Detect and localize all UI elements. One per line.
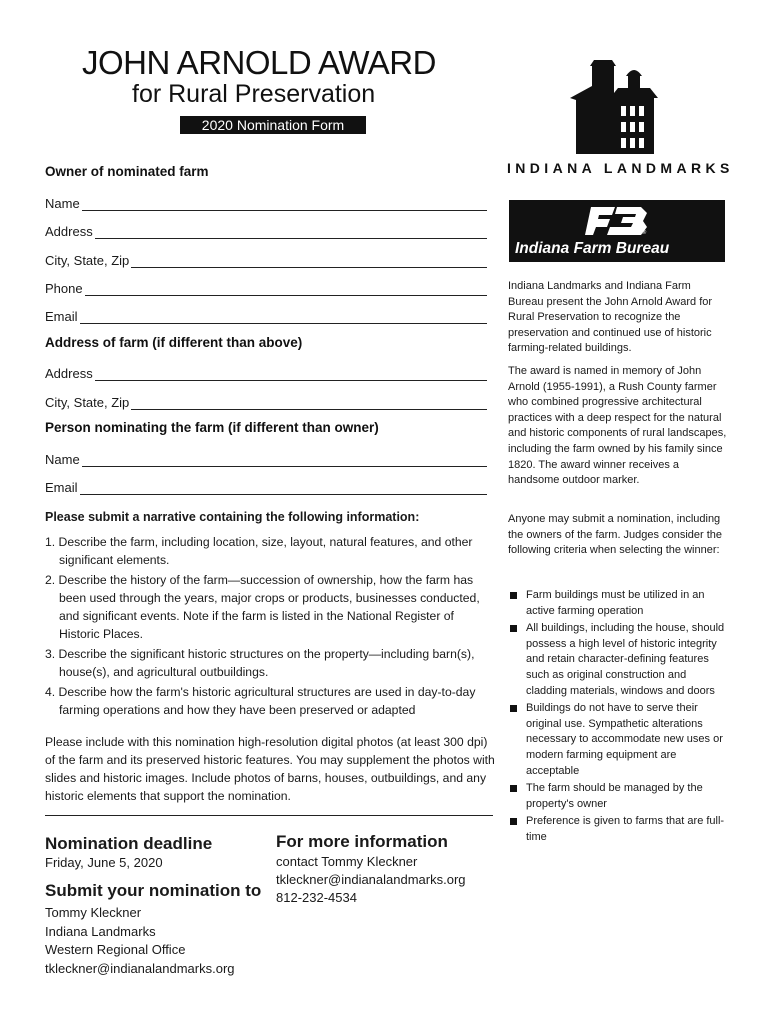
sidebar-memory: The award is named in memory of John Arnold (1955-1991), a Rush County farmer who combined progressive architectural practices with a deep respect for the natural and historic components of rural landscapes, including the farm owned by his family since 1820. The award winner receives a handsome outdoor marker. (508, 365, 727, 487)
submit-line: Indiana Landmarks (45, 923, 156, 939)
nominator-name-field[interactable] (45, 447, 487, 467)
field-label: Address (45, 366, 93, 381)
contact-line: contact Tommy Kleckner (276, 854, 418, 869)
owner-city-state-zip-field[interactable] (45, 248, 487, 268)
criteria-list (508, 588, 728, 848)
narrative-heading: Please submit a narrative containing the following information: (45, 510, 420, 524)
farm-bureau-logo-icon (585, 205, 649, 237)
contact-email-link[interactable]: tkleckner@indianalandmarks.org (276, 872, 466, 887)
fill-line (131, 394, 487, 410)
list-item (508, 814, 728, 845)
criterion-text: Preference is given to farms that are full-time (526, 815, 725, 843)
field-label: Email (45, 480, 78, 495)
bullet-square-icon (510, 785, 517, 792)
criterion-text: Buildings do not have to serve their original use. Sympathetic alterations necessary to accommodate new uses or modern farming equipment are acceptable (526, 702, 723, 777)
more-info-heading: For more information (276, 832, 448, 851)
owner-phone-field[interactable] (45, 276, 487, 296)
bullet-square-icon (510, 818, 517, 825)
award-subtitle: for Rural Preservation (132, 80, 376, 108)
fill-line (131, 252, 487, 268)
list-item (508, 588, 728, 619)
fill-line (85, 280, 487, 296)
nomination-form-badge: 2020 Nomination Form (180, 116, 366, 134)
owner-address-field[interactable] (45, 219, 487, 239)
fill-line (95, 365, 487, 381)
bullet-square-icon (510, 625, 517, 632)
owner-heading: Owner of nominated farm (45, 164, 209, 179)
list-item (508, 781, 728, 812)
registered-mark: ® (641, 229, 647, 236)
submit-heading: Submit your nomination to (45, 881, 262, 900)
farm-address-heading: Address of farm (if different than above) (45, 335, 303, 350)
more-info-contact (276, 853, 466, 907)
owner-email-field[interactable] (45, 304, 487, 324)
submit-address (45, 904, 235, 978)
submit-line: Western Regional Office (45, 942, 186, 957)
fill-line (82, 451, 487, 467)
fill-line (80, 479, 487, 495)
divider (45, 815, 493, 816)
criterion-text: Farm buildings must be utilized in an active farming operation (526, 589, 705, 617)
field-label: City, State, Zip (45, 395, 130, 410)
field-label: Address (45, 224, 93, 239)
award-title: JOHN ARNOLD AWARD (82, 44, 436, 81)
fill-line (80, 308, 487, 324)
deadline-heading: Nomination deadline (45, 834, 213, 853)
list-item: 1. Describe the farm, including location, size, layout, natural features, and other significant elements. (45, 535, 473, 567)
farm-bureau-logo-text: Indiana Farm Bureau (515, 240, 670, 257)
field-label: Name (45, 452, 80, 467)
farm-address-field[interactable] (45, 361, 487, 381)
criterion-text: All buildings, including the house, should possess a high level of historic integrity and retain character-defining features such as original construction and cladding materials, windows and doors (526, 622, 725, 697)
contact-phone: 812-232-4534 (276, 890, 357, 905)
deadline-date: Friday, June 5, 2020 (45, 855, 163, 870)
landmarks-logo-text: INDIANA LANDMARKS (507, 160, 734, 176)
field-label: Name (45, 196, 80, 211)
submit-email-link[interactable]: tkleckner@indianalandmarks.org (45, 960, 235, 976)
nominator-email-field[interactable] (45, 475, 487, 495)
fill-line (95, 223, 487, 239)
nominator-heading: Person nominating the farm (if different than owner) (45, 420, 379, 435)
list-item: 4. Describe how the farm's historic agricultural structures are used in day-to-day farming operations and how they have been preserved or adapted (45, 685, 476, 717)
bullet-square-icon (510, 592, 517, 599)
list-item (508, 621, 728, 699)
list-item: 2. Describe the history of the farm—succession of ownership, how the farm has been used through the years, major crops or products, businesses conducted, and significant events. Note if the farm is listed in the National Register of Historic Places. (45, 573, 480, 641)
criterion-text: The farm should be managed by the property's owner (526, 782, 703, 810)
field-label: Phone (45, 281, 83, 296)
fill-line (82, 195, 487, 211)
landmarks-building-icon (570, 58, 680, 158)
farm-bureau-logo (509, 200, 725, 262)
bullet-square-icon (510, 705, 517, 712)
sidebar-intro: Indiana Landmarks and Indiana Farm Bureau present the John Arnold Award for Rural Preservation to recognize the preservation and continued use of historic farming-related buildings. (508, 280, 713, 355)
field-label: Email (45, 309, 78, 324)
farm-city-state-zip-field[interactable] (45, 390, 487, 410)
sidebar-criteria-intro: Anyone may submit a nomination, including the owners of the farm. Judges consider the following criteria when selecting the winner: (508, 513, 723, 557)
photos-paragraph: Please include with this nomination high-resolution digital photos (at least 300 dpi) of the farm and its preserved historic features. You may supplement the photos with slides and historic images. Include photos of barns, houses, outbuildings, and any historic elements that support the nomination. (45, 735, 495, 803)
field-label: City, State, Zip (45, 253, 130, 268)
list-item (508, 701, 728, 779)
owner-name-field[interactable] (45, 191, 487, 211)
list-item: 3. Describe the significant historic structures on the property—including barn(s), house(s), and agricultural outbuildings. (45, 647, 475, 679)
narrative-list (45, 533, 495, 721)
submit-line: Tommy Kleckner (45, 905, 142, 920)
